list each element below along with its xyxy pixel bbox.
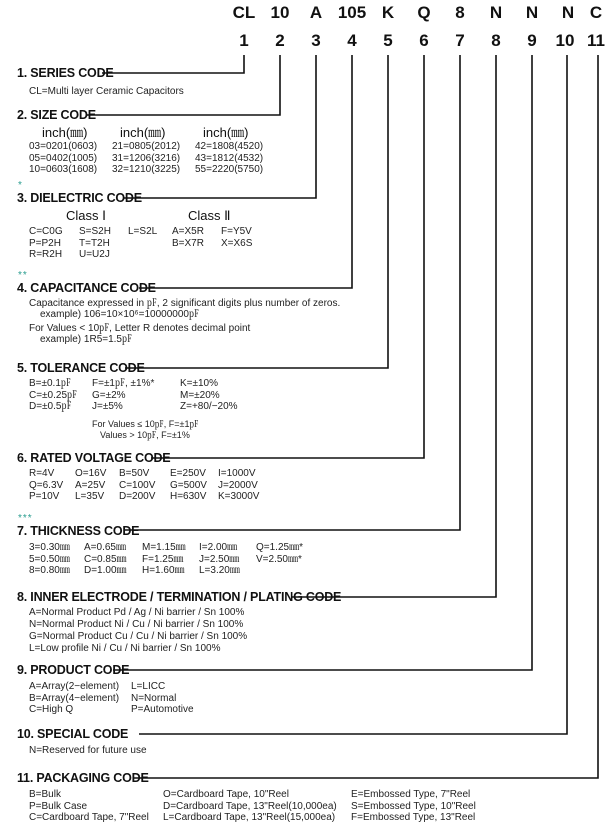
- thickness-stars: ***: [18, 513, 33, 524]
- position-number: 6: [419, 31, 429, 50]
- section-6-title: 6. RATED VOLTAGE CODE: [17, 451, 171, 465]
- dielectric-col-2: S=S2H T=T2H U=U2J: [79, 226, 111, 260]
- dielectric-col-4: A=X5R B=X7R: [172, 226, 204, 249]
- position-number: 9: [527, 31, 537, 50]
- code-packaging: C: [589, 3, 603, 22]
- dielectric-col-3: L=S2L: [128, 226, 158, 237]
- voltage-col-2: O=16V A=25V L=35V: [75, 468, 107, 502]
- size-unit-header: inch(㎜): [203, 125, 249, 140]
- position-number: 3: [311, 31, 321, 50]
- electrode-line: A=Normal Product Pd / Ag / Ni barrier / Sn 100%: [29, 607, 245, 618]
- position-number: 7: [455, 31, 465, 50]
- code-special: N: [561, 3, 575, 22]
- code-size: 10: [270, 3, 290, 22]
- electrode-line: G=Normal Product Cu / Cu / Ni barrier / Sn 100%: [29, 631, 248, 642]
- section-3-title: 3. DIELECTRIC CODE: [17, 191, 142, 205]
- thickness-col-2: A=0.65㎜ C=0.85㎜ D=1.00㎜: [84, 542, 127, 576]
- code-tolerance: K: [381, 3, 395, 22]
- connector-8: [291, 55, 496, 597]
- thickness-col-3: M=1.15㎜ F=1.25㎜ H=1.60㎜: [142, 542, 186, 576]
- dielectric-col-5: F=Y5V X=X6S: [221, 226, 253, 249]
- packaging-col-2: O=Cardboard Tape, 10"Reel D=Cardboard Tape, 13"Reel(10,000ea) L=Cardboard Tape, 13"Reel(15,000ea): [163, 789, 337, 823]
- connector-2: [86, 55, 280, 115]
- section-1-title: 1. SERIES CODE: [17, 66, 114, 80]
- position-number: 10: [555, 31, 575, 50]
- tolerance-note: Values > 10㎊, F=±1%: [100, 430, 190, 440]
- code-electrode: N: [489, 3, 503, 22]
- code-series: CL: [232, 3, 256, 22]
- position-number: 5: [383, 31, 393, 50]
- code-dielectric: A: [309, 3, 323, 22]
- section-7-title: 7. THICKNESS CODE: [17, 524, 140, 538]
- class-2-header: Class Ⅱ: [188, 208, 231, 223]
- code-thickness: 8: [455, 3, 465, 22]
- capacitance-stars: **: [18, 270, 28, 281]
- position-number: 2: [275, 31, 285, 50]
- electrode-line: L=Low profile Ni / Cu / Ni barrier / Sn 100%: [29, 643, 221, 654]
- voltage-col-4: E=250V G=500V H=630V: [170, 468, 207, 502]
- product-col-2: L=LICC N=Normal P=Automotive: [131, 681, 194, 715]
- tolerance-col-1: B=±0.1㎊ C=±0.25㎊ D=±0.5㎊: [29, 378, 78, 412]
- code-capacitance: 105: [337, 3, 367, 22]
- size-col-1: 03=0201(0603) 05=0402(1005) 10=0603(1608): [29, 141, 98, 175]
- capacitance-line: example) 106=10×10⁶=10000000㎊: [40, 309, 199, 320]
- tolerance-col-3: K=±10% M=±20% Z=+80/−20%: [180, 378, 238, 412]
- voltage-col-1: R=4V Q=6.3V P=10V: [29, 468, 64, 502]
- section-9-title: 9. PRODUCT CODE: [17, 663, 130, 677]
- packaging-col-3: E=Embossed Type, 7"Reel S=Embossed Type, 10"Reel F=Embossed Type, 13"Reel: [351, 789, 476, 823]
- size-col-3: 42=1808(4520) 43=1812(4532) 55=2220(5750): [195, 141, 264, 175]
- section-5-title: 5. TOLERANCE CODE: [17, 361, 145, 375]
- position-number: 8: [491, 31, 501, 50]
- dielectric-stars: *: [18, 180, 23, 191]
- thickness-col-4: I=2.00㎜ J=2.50㎜ L=3.20㎜: [199, 542, 240, 576]
- packaging-col-1: B=Bulk P=Bulk Case C=Cardboard Tape, 7"Reel: [29, 789, 149, 823]
- position-number: 4: [347, 31, 357, 50]
- electrode-line: N=Normal Product Ni / Cu / Ni barrier / Sn 100%: [29, 619, 244, 630]
- code-voltage: Q: [417, 3, 431, 22]
- tolerance-col-2: F=±1㎊, ±1%* G=±2% J=±5%: [92, 378, 155, 412]
- series-desc: CL=Multi layer Ceramic Capacitors: [29, 86, 184, 97]
- capacitance-line: example) 1R5=1.5㎊: [40, 334, 132, 345]
- special-desc: N=Reserved for future use: [29, 745, 147, 756]
- capacitance-line: Capacitance expressed in ㎊, 2 significant digits plus number of zeros.: [29, 298, 341, 309]
- size-unit-header: inch(㎜): [120, 125, 166, 140]
- voltage-col-3: B=50V C=100V D=200V: [119, 468, 156, 502]
- product-col-1: A=Array(2−element) B=Array(4−element) C=High Q: [29, 681, 120, 715]
- thickness-col-5: Q=1.25㎜* V=2.50㎜*: [256, 542, 303, 565]
- connector-5: [125, 55, 388, 368]
- size-col-2: 21=0805(2012) 31=1206(3216) 32=1210(3225): [112, 141, 181, 175]
- section-8-title: 8. INNER ELECTRODE / TERMINATION / PLATING CODE: [17, 590, 342, 604]
- tolerance-note: For Values ≤ 10㎊, F=±1㎊: [92, 419, 199, 429]
- thickness-col-1: 3=0.30㎜ 5=0.50㎜ 8=0.80㎜: [29, 542, 70, 576]
- position-number: 11: [587, 31, 605, 50]
- class-1-header: Class Ⅰ: [66, 208, 106, 223]
- code-product: N: [525, 3, 539, 22]
- section-11-title: 11. PACKAGING CODE: [17, 771, 149, 785]
- connector-1: [102, 55, 244, 73]
- position-number: 1: [239, 31, 249, 50]
- capacitance-line: For Values < 10㎊, Letter R denotes decimal point: [29, 323, 251, 334]
- size-unit-header: inch(㎜): [42, 125, 88, 140]
- section-4-title: 4. CAPACITANCE CODE: [17, 281, 156, 295]
- section-10-title: 10. SPECIAL CODE: [17, 727, 129, 741]
- dielectric-col-1: C=C0G P=P2H R=R2H: [29, 226, 63, 260]
- voltage-col-5: I=1000V J=2000V K=3000V: [218, 468, 260, 502]
- section-2-title: 2. SIZE CODE: [17, 108, 96, 122]
